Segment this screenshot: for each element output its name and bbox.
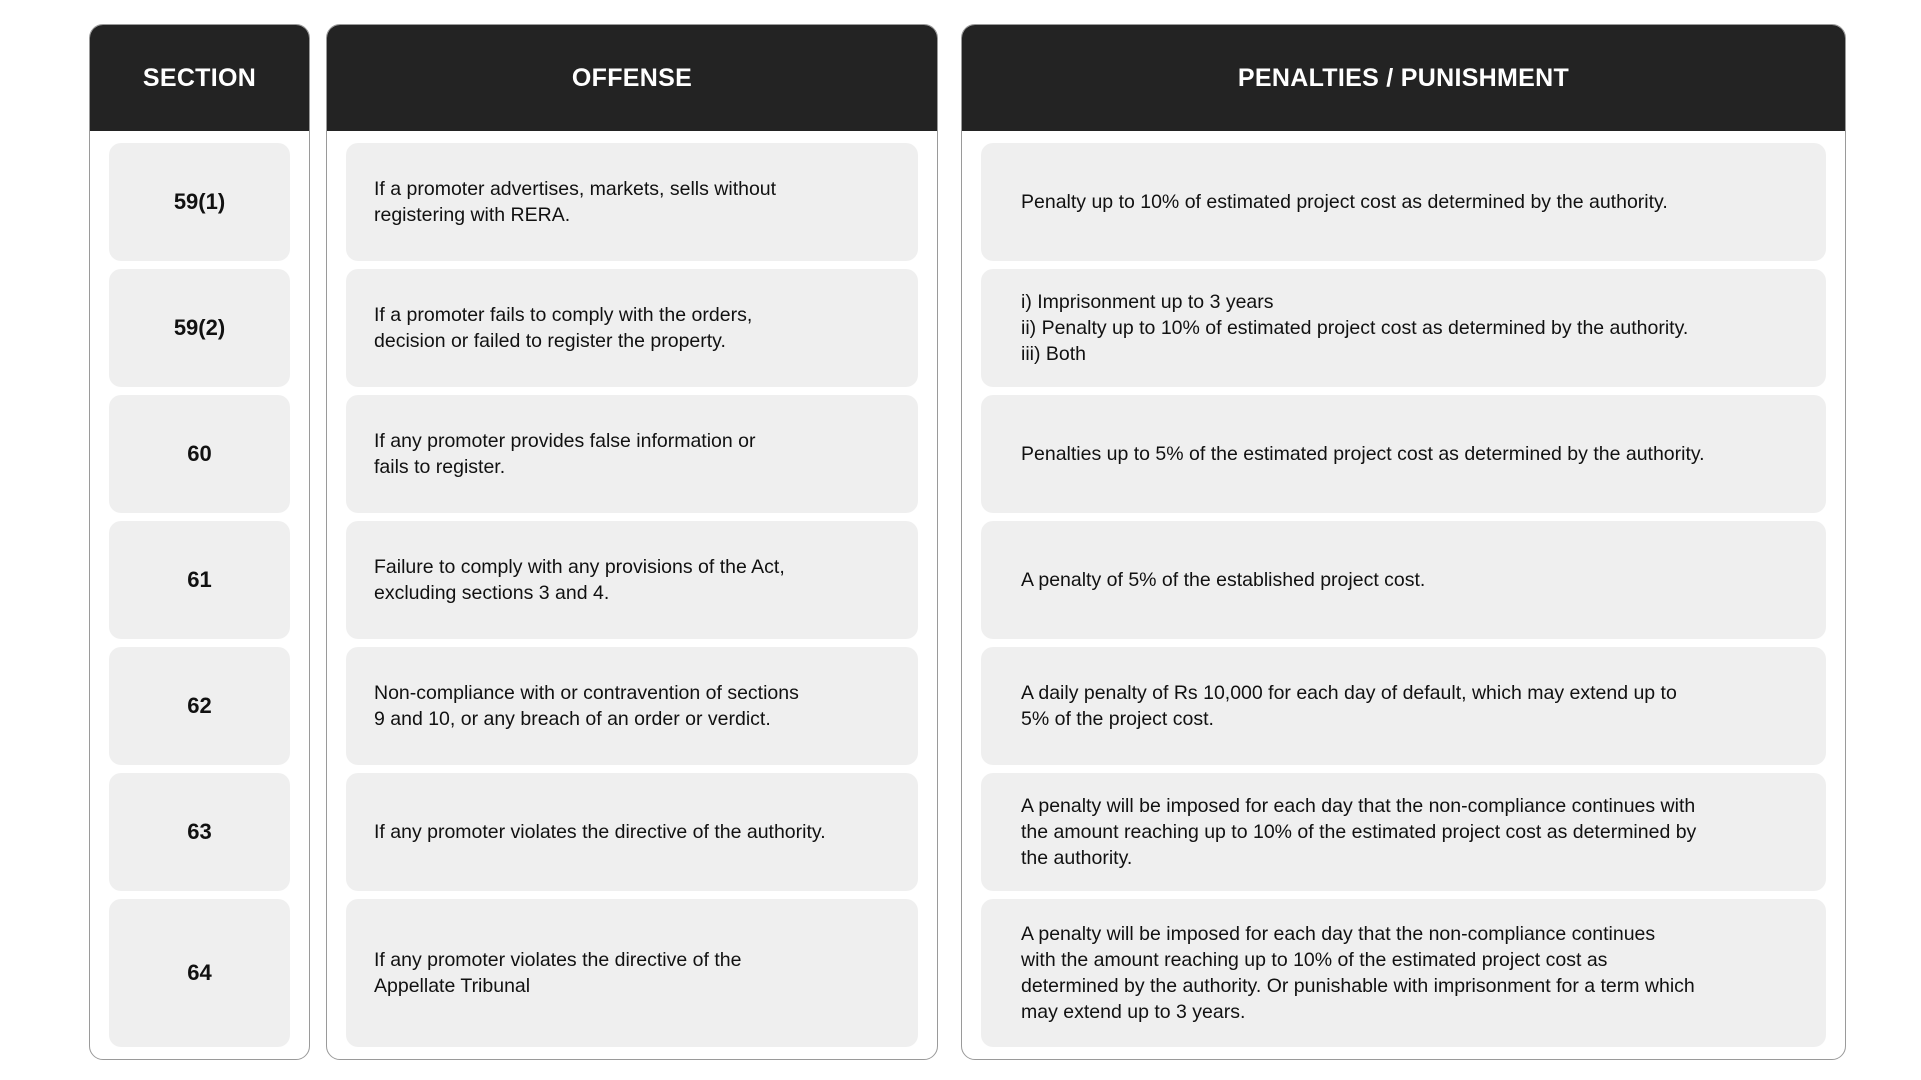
penalty-text-line: the amount reaching up to 10% of the estimated project cost as determined by — [1021, 821, 1697, 843]
offense-text-line: registering with RERA. — [374, 204, 571, 226]
section-cell: 63 — [109, 773, 290, 891]
penalty-cell — [981, 269, 1826, 387]
offense-text-line: If a promoter advertises, markets, sells without — [374, 178, 777, 200]
penalty-text-line: ii) Penalty up to 10% of estimated project cost as determined by the authority. — [1021, 317, 1689, 339]
offense-text-line: Failure to comply with any provisions of the Act, — [374, 556, 785, 578]
penalty-cell — [981, 521, 1826, 639]
offense-text-line: If a promoter fails to comply with the orders, — [374, 304, 753, 326]
offense-text-line: If any promoter violates the directive of the — [374, 949, 742, 971]
offense-text-line: 9 and 10, or any breach of an order or verdict. — [374, 708, 771, 730]
penalty-text-line: A daily penalty of Rs 10,000 for each day of default, which may extend up to — [1021, 682, 1677, 704]
offense-cell — [346, 143, 918, 261]
section-header: SECTION — [90, 25, 309, 131]
offense-cell — [346, 521, 918, 639]
penalty-text-line: 5% of the project cost. — [1021, 708, 1214, 730]
offense-text-line: If any promoter violates the directive of the authority. — [374, 821, 826, 843]
penalty-text-line: A penalty will be imposed for each day that the non-compliance continues with — [1021, 795, 1696, 817]
penalty-cell — [981, 899, 1826, 1047]
penalty-text-line: the authority. — [1021, 847, 1133, 869]
offense-cell — [346, 899, 918, 1047]
penalty-cell — [981, 143, 1826, 261]
offense-text-line: Non-compliance with or contravention of sections — [374, 682, 799, 704]
section-cell: 61 — [109, 521, 290, 639]
penalty-text-line: i) Imprisonment up to 3 years — [1021, 291, 1274, 313]
penalty-header: PENALTIES / PUNISHMENT — [962, 25, 1845, 131]
penalty-text-line: A penalty will be imposed for each day that the non-compliance continues — [1021, 923, 1656, 945]
offense-column — [326, 24, 938, 1060]
section-cell: 62 — [109, 647, 290, 765]
penalty-text-line: iii) Both — [1021, 343, 1087, 365]
section-cell: 60 — [109, 395, 290, 513]
penalty-text-line: may extend up to 3 years. — [1021, 1001, 1246, 1023]
offense-text-line: excluding sections 3 and 4. — [374, 582, 610, 604]
penalty-text-line: with the amount reaching up to 10% of the estimated project cost as — [1021, 949, 1608, 971]
offense-header: OFFENSE — [327, 25, 937, 131]
penalty-cell — [981, 773, 1826, 891]
penalty-text-line: Penalties up to 5% of the estimated project cost as determined by the authority. — [1021, 443, 1705, 465]
offense-cell — [346, 773, 918, 891]
penalty-text-line: Penalty up to 10% of estimated project cost as determined by the authority. — [1021, 191, 1668, 213]
penalty-cell — [981, 647, 1826, 765]
offense-cell — [346, 269, 918, 387]
penalty-cell — [981, 395, 1826, 513]
section-cell: 59(2) — [109, 269, 290, 387]
offense-cell — [346, 395, 918, 513]
offense-cell — [346, 647, 918, 765]
section-cell: 59(1) — [109, 143, 290, 261]
offense-text-line: decision or failed to register the property. — [374, 330, 726, 352]
offense-text-line: Appellate Tribunal — [374, 975, 531, 997]
penalty-text-line: determined by the authority. Or punishable with imprisonment for a term which — [1021, 975, 1695, 997]
offense-text-line: fails to register. — [374, 456, 506, 478]
penalty-text-line: A penalty of 5% of the established project cost. — [1021, 569, 1426, 591]
penalty-column — [961, 24, 1846, 1060]
section-cell: 64 — [109, 899, 290, 1047]
offense-text-line: If any promoter provides false information or — [374, 430, 756, 452]
section-column — [89, 24, 310, 1060]
